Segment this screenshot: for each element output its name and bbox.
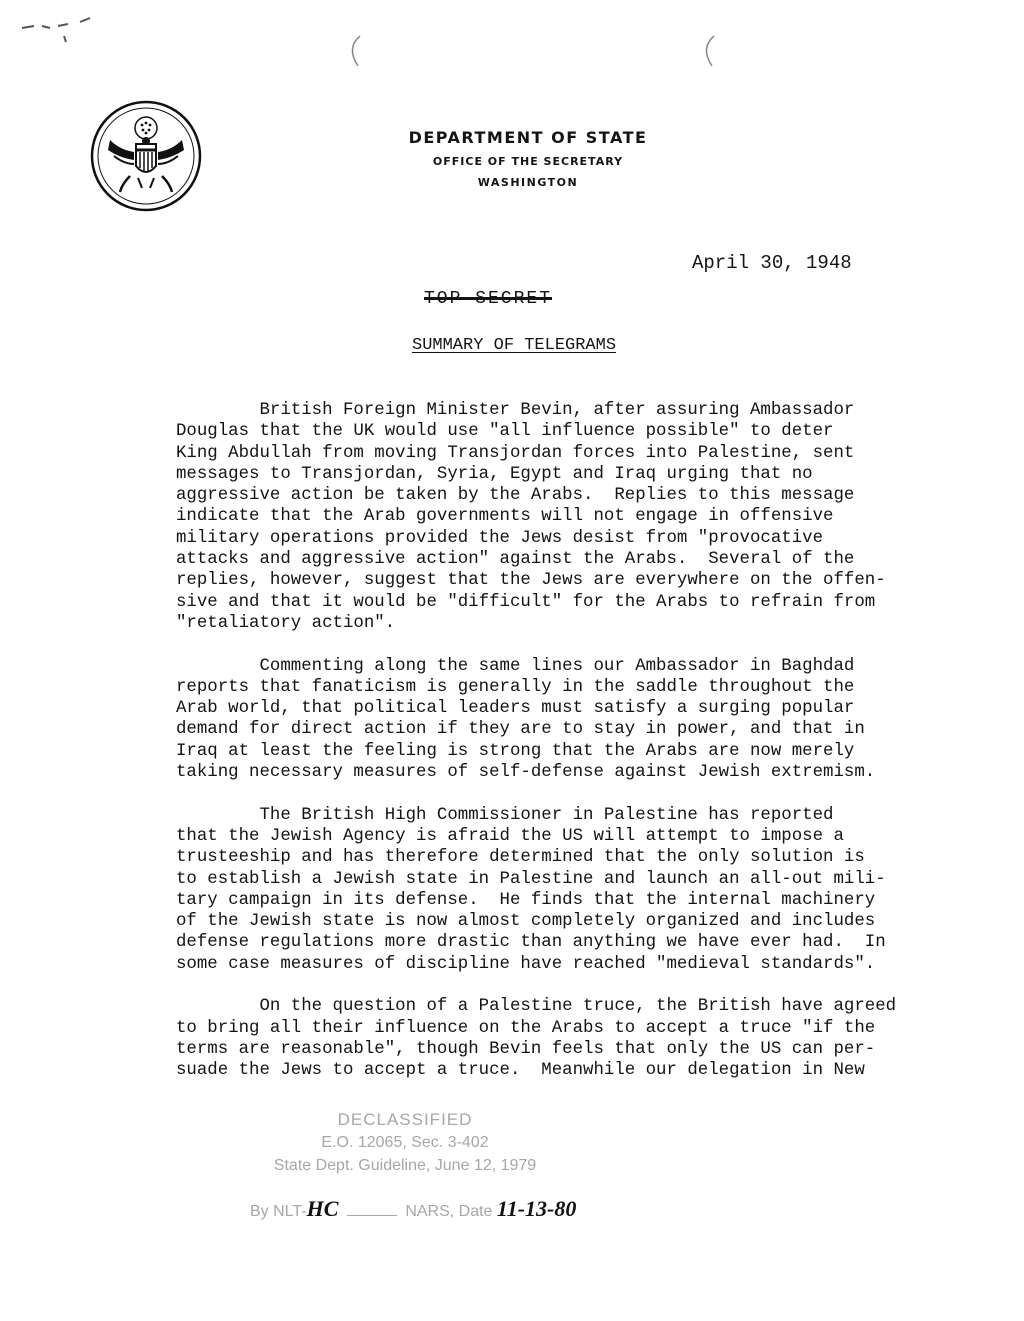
scan-artifact-punch-right bbox=[692, 30, 722, 70]
scan-artifact-punch-left bbox=[338, 30, 368, 70]
letterhead-department: DEPARTMENT OF STATE bbox=[408, 128, 648, 147]
stamp-nars-label: NARS, Date bbox=[405, 1203, 493, 1220]
paragraph-high-commissioner: The British High Commissioner in Palestine has reported that the Jewish Agency is afraid the US will attempt to impose a trusteeship and has therefore determined that the only solution is to establish a Jewish state in Palestine and launch an all-out mili- tary campaign in its defense. He finds that the internal machinery of the Jewish state is now almost completely organized and includes defense regulations more drastic than anything we have ever had. In some case measures of discipline have reached "medieval standards". bbox=[176, 805, 886, 974]
letterhead-city: WASHINGTON bbox=[477, 176, 579, 189]
declassification-stamp bbox=[250, 1108, 560, 1177]
letterhead-office: OFFICE OF THE SECRETARY bbox=[432, 155, 624, 168]
stamp-date-handwritten: 11-13-80 bbox=[496, 1196, 577, 1221]
stamp-executive-order: E.O. 12065, Sec. 3-402 bbox=[321, 1134, 489, 1151]
paragraph-bevin: British Foreign Minister Bevin, after assuring Ambassador Douglas that the UK would use "all influence possible" to deter King Abdullah from moving Transjordan forces into Palestine, sent messages to Transjordan, Syria, Egypt and Iraq urging that no aggressive action be taken by the Arabs. Replies to this message indicate that the Arab governments will not engage in offensive military operations provided the Jews desist from "provocative attacks and aggressive action" against the Arabs. Several of the replies, however, suggest that the Jews are everywhere on the offen- sive and that it would be "difficult" for the Arabs to refrain from "retaliatory action". bbox=[176, 401, 886, 633]
document-date: April 30, 1948 bbox=[692, 252, 852, 274]
stamp-signature-line bbox=[250, 1196, 576, 1222]
letterhead bbox=[400, 128, 656, 189]
document-body bbox=[176, 400, 916, 1103]
classification-marking: TOP SECRET bbox=[424, 289, 553, 309]
stamp-by-label: By NLT- bbox=[250, 1203, 307, 1220]
stamp-guideline: State Dept. Guideline, June 12, 1979 bbox=[273, 1157, 537, 1174]
paragraph-truce: On the question of a Palestine truce, the British have agreed to bring all their influence on the Arabs to accept a truce "if the terms are reasonable", though Bevin feels that only the US can per- suade the Jews to accept a truce. Meanwhile our delegation in New bbox=[176, 997, 897, 1081]
stamp-initials-handwritten: HC bbox=[306, 1196, 339, 1221]
document-title: SUMMARY OF TELEGRAMS bbox=[412, 336, 617, 355]
stamp-declassified: DECLASSIFIED bbox=[337, 1110, 473, 1129]
paragraph-baghdad: Commenting along the same lines our Ambassador in Baghdad reports that fanaticism is generally in the saddle throughout the Arab world, that political leaders must satisfy a surging popular demand for direct action if they are to stay in power, and that in Iraq at least the feeling is strong that the Arabs are now merely taking necessary measures of self-defense against Jewish extremism. bbox=[176, 656, 876, 783]
great-seal-icon bbox=[90, 100, 202, 212]
scan-artifact-top-left bbox=[20, 14, 100, 44]
